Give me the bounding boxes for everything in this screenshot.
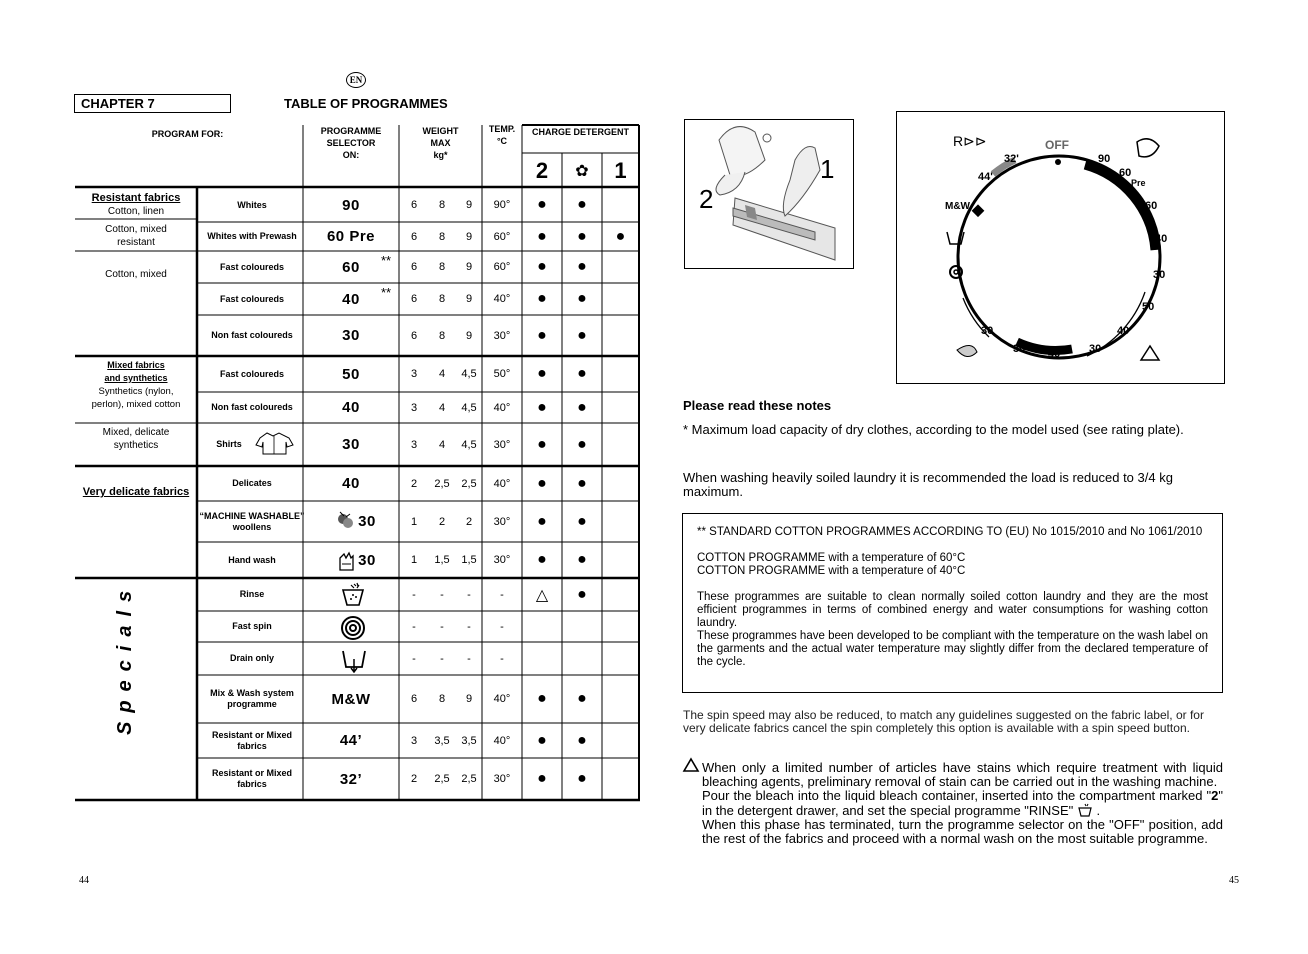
svg-text:40: 40 [1155, 233, 1168, 245]
selector-setting: 40 [342, 399, 360, 416]
programme-name: Fast coloureds [219, 293, 284, 304]
weight-value: 4,5 [461, 438, 477, 451]
spin-icon [340, 615, 366, 641]
weight-value: 9 [465, 199, 473, 211]
detergent-mark: ● [537, 474, 547, 492]
programme-name: Drain only [229, 653, 274, 663]
weight-value: 6 [410, 293, 418, 305]
weight-value: 1 [410, 515, 418, 528]
temperature-value: 90° [493, 199, 511, 211]
weight-value: 4,5 [461, 368, 477, 380]
weight-value: 1,5 [461, 554, 477, 566]
detergent-mark: ● [577, 512, 587, 530]
selector-note-mark: ** [380, 284, 392, 300]
compartment-2: 2 [535, 157, 549, 183]
detergent-mark [602, 392, 639, 423]
temperature-value: 30° [493, 515, 511, 528]
selector-setting: 40 [342, 475, 360, 492]
temperature-value: 30° [493, 329, 511, 342]
weight-value: 8 [438, 230, 446, 243]
detergent-mark: ● [537, 512, 547, 530]
selector-setting: 30 [358, 551, 376, 569]
weight-value: 3 [410, 734, 418, 747]
wool-icon [336, 510, 356, 532]
detergent-mark [602, 723, 639, 758]
detergent-mark: ● [537, 326, 547, 344]
compartment-softener-icon: ✿ [575, 162, 589, 180]
programme-name: Delicates [232, 478, 272, 488]
weight-value: 9 [465, 293, 473, 305]
weight-value: - [440, 588, 444, 601]
selector-setting: 60 Pre [326, 228, 376, 245]
temperature-value: 30° [493, 554, 511, 566]
detergent-mark [602, 611, 639, 642]
programme-name: Whites [237, 199, 267, 210]
detergent-mark: ● [537, 290, 547, 307]
header-weight: WEIGHT MAX kg* [422, 126, 459, 160]
selector-setting: 40 [342, 290, 360, 308]
selector-setting: 60 [342, 258, 360, 276]
selector-note-mark: ** [380, 252, 392, 268]
weight-value: 6 [410, 329, 418, 342]
svg-text:90: 90 [1098, 153, 1111, 165]
weight-value: 4 [438, 438, 446, 451]
programme-name: Fast coloureds [219, 368, 284, 379]
group-cotton-mixed: Cotton, mixed [105, 269, 167, 280]
group-specials: Specials [114, 581, 136, 735]
detergent-mark [602, 315, 639, 356]
drawer-label-1: 1 [820, 154, 835, 184]
programme-name: Fast spin [232, 621, 272, 631]
programme-dial-illustration [896, 111, 1225, 384]
detergent-mark: ● [537, 551, 547, 568]
weight-value: 8 [438, 261, 446, 273]
weight-value: 1 [410, 554, 418, 566]
detergent-mark: ● [537, 196, 547, 213]
weight-value: 4,5 [461, 401, 477, 414]
weight-value: 2,5 [461, 773, 477, 785]
programme-name: Non fast coloureds [211, 330, 293, 340]
detergent-mark: ● [577, 474, 587, 492]
detergent-mark: ● [577, 435, 587, 453]
weight-value: 3 [410, 438, 418, 451]
detergent-mark: ● [577, 290, 587, 307]
weight-value: 2 [438, 515, 446, 528]
programme-name: Fast coloureds [219, 261, 284, 272]
weight-value: 3,5 [461, 734, 477, 747]
compartment-1: 1 [614, 157, 627, 183]
drawer-label-2: 2 [699, 184, 714, 214]
shirt-icon [253, 430, 297, 456]
weight-value: 9 [465, 230, 473, 243]
detergent-mark: ● [577, 227, 587, 245]
svg-text:M&W: M&W [945, 201, 970, 212]
svg-text:60: 60 [1145, 200, 1158, 212]
group-cotton-mixed-resistant: Cotton, mixed resistant [105, 224, 167, 248]
chapter-label: CHAPTER 7 [74, 94, 231, 113]
detergent-mark [602, 283, 639, 315]
weight-value: 9 [465, 329, 473, 342]
notes-heading: Please read these notes [683, 398, 832, 413]
programme-name: Non fast coloureds [211, 402, 293, 412]
weight-value: 6 [410, 261, 418, 273]
detergent-mark [522, 611, 562, 642]
programme-name: Shirts [216, 439, 242, 449]
weight-value: - [412, 652, 416, 665]
weight-value: 2 [410, 773, 418, 785]
detergent-mark [602, 542, 639, 578]
weight-value: 2,5 [434, 773, 450, 785]
weight-value: 3 [410, 401, 418, 414]
page-number-right: 45 [1229, 875, 1239, 886]
header-selector: PROGRAMME SELECTOR ON: [320, 126, 382, 160]
detergent-mark: ● [577, 398, 587, 416]
weight-value: 3,5 [434, 734, 450, 747]
selector-setting: 90 [342, 196, 360, 214]
programme-name: “MACHINE WASHABLE” woollens [199, 510, 305, 532]
detergent-mark: ● [537, 770, 547, 787]
detergent-mark: ● [537, 435, 547, 453]
detergent-mark [602, 188, 639, 222]
detergent-mark: ● [537, 227, 547, 245]
detergent-mark [602, 356, 639, 392]
group-resistant: Resistant fabrics Cotton, linen [91, 192, 181, 217]
programme-name: Rinse [239, 589, 265, 599]
header-detergent: CHARGE DETERGENT [531, 127, 629, 137]
weight-value: 2 [410, 477, 418, 490]
weight-value: - [467, 620, 471, 633]
detergent-mark [522, 642, 562, 675]
dial-softener-icon [1137, 139, 1159, 157]
detergent-mark: ● [537, 731, 547, 749]
selector-setting: M&W [331, 690, 371, 708]
temperature-value: - [500, 652, 504, 665]
weight-value: - [467, 588, 471, 601]
svg-text:40: 40 [1117, 325, 1130, 337]
weight-value: 2 [465, 515, 473, 528]
weight-value: - [440, 652, 444, 665]
temperature-value: 40° [493, 293, 511, 305]
detergent-mark [602, 501, 639, 542]
weight-value: 2,5 [461, 477, 477, 490]
detergent-mark: ● [537, 258, 547, 275]
temperature-value: 30° [493, 773, 511, 785]
svg-text:60: 60 [1119, 167, 1132, 179]
svg-text:40: 40 [1048, 348, 1061, 360]
rinse-icon [340, 582, 366, 608]
detergent-mark [562, 611, 602, 642]
temperature-value: 60° [493, 261, 511, 273]
temperature-value: - [500, 620, 504, 633]
weight-value: 4 [438, 368, 446, 380]
table-title: TABLE OF PROGRAMMES [284, 96, 448, 111]
weight-value: 1,5 [434, 554, 450, 566]
temperature-value: 50° [493, 368, 511, 380]
weight-value: 2,5 [434, 477, 450, 490]
group-very-delicate: Very delicate fabrics [82, 486, 190, 498]
detergent-mark: ● [577, 365, 587, 382]
weight-value: 6 [410, 693, 418, 705]
detergent-mark [602, 466, 639, 501]
programme-name: Hand wash [228, 554, 276, 565]
detergent-mark: ● [577, 196, 587, 213]
weight-value: 4 [438, 401, 446, 414]
language-badge: EN [346, 72, 366, 88]
svg-text:30: 30 [1153, 269, 1166, 281]
weight-value: - [440, 620, 444, 633]
hand-wash-icon [336, 550, 356, 572]
weight-value: 3 [410, 368, 418, 380]
note-heavily-soiled: When washing heavily soiled laundry it is recommended the load is reduced to 3/4 kg maximum. [683, 470, 1173, 499]
temperature-value: - [500, 588, 504, 601]
weight-value: - [412, 620, 416, 633]
detergent-mark: ● [577, 731, 587, 749]
detergent-mark [602, 758, 639, 800]
weight-value: 8 [438, 199, 446, 211]
note-stain-removal: When only a limited number of articles have stains which require treatment with liquid bleaching agents, preliminary removal of stain can be carried out in the washing machine. Pour the bleach into the liquid bleach container, inserted into the compartment marked "2" in the detergent drawer, and set the special programme "RINSE" . When this phase has terminated, turn the programme selector on the "OFF" position, add the rest of the fabrics and proceed with a normal wash on the most suitable programme. [702, 760, 1223, 846]
detergent-mark: ● [577, 690, 587, 707]
weight-value: 9 [465, 693, 473, 705]
detergent-mark: ● [577, 258, 587, 275]
header-temp: TEMP. °C [488, 124, 516, 146]
temperature-value: 40° [493, 401, 511, 414]
rinse-inline-icon [1077, 803, 1093, 817]
detergent-mark: ● [577, 585, 587, 603]
weight-value: 6 [410, 199, 418, 211]
programme-name: Resistant or Mixed fabrics [211, 729, 293, 751]
dial-rinse-label: R⊳⊳ [953, 133, 987, 149]
programme-name: Resistant or Mixed fabrics [211, 768, 293, 789]
dial-off: OFF [1045, 138, 1069, 152]
group-mixed-delicate: Mixed, delicate synthetics [102, 427, 170, 451]
page-number-left: 44 [79, 875, 89, 886]
dial-feather-icon [957, 345, 977, 356]
weight-value: - [467, 652, 471, 665]
svg-text:30: 30 [1089, 343, 1102, 355]
svg-text:32': 32' [1004, 153, 1019, 165]
svg-text:30: 30 [981, 325, 994, 337]
programme-name: Whites with Prewash [207, 231, 297, 241]
temperature-value: 40° [493, 734, 511, 747]
svg-text:30: 30 [1013, 343, 1026, 355]
note-load-capacity: * Maximum load capacity of dry clothes, according to the model used (see rating plate). [683, 422, 1184, 437]
detergent-mark [602, 642, 639, 675]
selector-setting: 30 [358, 513, 376, 530]
temperature-value: 60° [493, 230, 511, 243]
detergent-mark: ● [615, 227, 626, 245]
weight-value: 8 [438, 293, 446, 305]
temperature-value: 30° [493, 438, 511, 451]
weight-value: 8 [438, 329, 446, 342]
note-spin-speed: The spin speed may also be reduced, to match any guidelines suggested on the fabric label, or for very delicate fabrics cancel the spin completely this option is available with a spin speed button. [683, 708, 1204, 735]
detergent-drawer-illustration [684, 119, 854, 269]
header-program-for: PROGRAM FOR: [151, 129, 224, 139]
detergent-mark [602, 675, 639, 723]
drain-icon [340, 647, 368, 673]
selector-setting: 30 [342, 327, 360, 344]
selector-setting: 32’ [339, 770, 363, 788]
detergent-mark [602, 423, 639, 466]
detergent-mark: ● [577, 551, 587, 568]
detergent-mark [602, 578, 639, 611]
detergent-mark [602, 251, 639, 283]
programme-name: Mix & Wash system programme [210, 688, 294, 709]
selector-setting: 30 [342, 436, 360, 453]
weight-value: - [412, 588, 416, 601]
weight-value: 6 [410, 230, 418, 243]
svg-text:44': 44' [978, 171, 993, 183]
selector-setting: 44’ [339, 732, 363, 749]
detergent-mark: ● [577, 770, 587, 787]
standard-cotton-box: ** STANDARD COTTON PROGRAMMES ACCORDING TO (EU) No 1015/2010 and No 1061/2010 COTTON PROGRAMME with a temperature of 60°C COTTON PROGRAMME with a temperature of 40°C These programmes are suitable to clean normally soiled cotton laundry and they are the most efficient programmes in terms of combined energy and water consumptions for washing cotton laundry. These programmes have been developed to be compliant with the temperature on the wash label on the garments and the actual water temperature may slightly differ from the declared temperature of the cycle. [682, 513, 1223, 693]
weight-value: 9 [465, 261, 473, 273]
svg-text:50: 50 [1142, 301, 1155, 313]
detergent-mark: △ [535, 586, 549, 604]
weight-value: 8 [438, 693, 446, 705]
temperature-value: 40° [493, 477, 511, 490]
group-mixed-synthetics: Mixed fabrics and synthetics Synthetics (nylon, perlon), mixed cotton [91, 360, 181, 410]
detergent-mark: ● [537, 398, 547, 416]
selector-setting: 50 [342, 365, 360, 383]
temperature-value: 40° [493, 693, 511, 705]
detergent-mark: ● [577, 326, 587, 344]
bleach-warning-icon [682, 757, 700, 773]
detergent-mark: ● [537, 690, 547, 707]
dial-bleach-icon [1141, 346, 1159, 360]
svg-text:Pre: Pre [1131, 178, 1146, 188]
detergent-mark [562, 642, 602, 675]
detergent-mark: ● [537, 365, 547, 382]
